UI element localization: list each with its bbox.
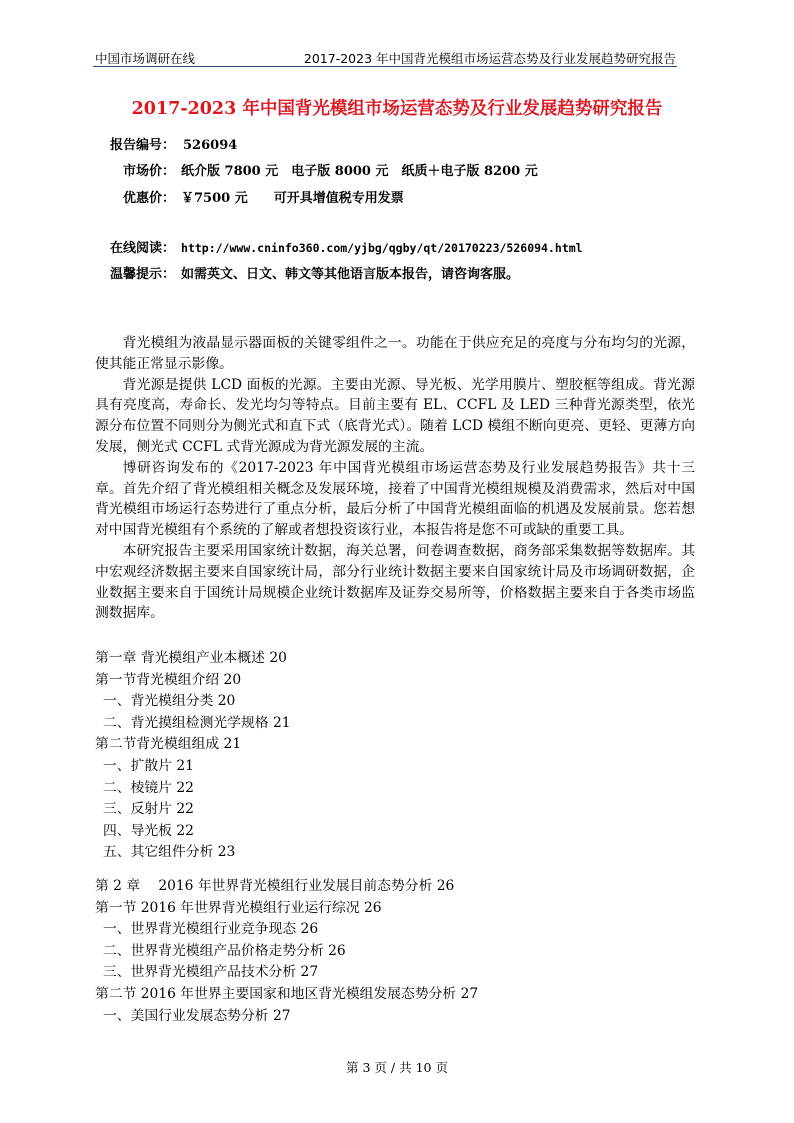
paragraph: 博研咨询发布的《2017-2023 年中国背光模组市场运营态势及行业发展趋势报告》共十三章。首先介绍了背光模组相关概念及发展环境，接着了中国背光模组规模及消费需求，然后对中国背光模组市场运行态势进行了重点分析，最后分析了中国背光模组面临的机遇及发展前景。您若想对中国背光模组有个系统的了解或者想投资该行业，本报告将是您不可或缺的重要工具。 [95,459,695,539]
paragraph: 背光源是提供 LCD 面板的光源。主要由光源、导光板、光学用膜片、塑胶框等组成。背光源具有亮度高，寿命长、发光均匀等特点。目前主要有 EL、CCFL 及 LED 三种背光源类型，依光源分布位置不同则分为侧光式和直下式（底背光式）。随着 LCD 模组不断向更亮、更轻、更薄方向发展，侧光式 CCFL 式背光源成为背光源发展的主流。 [95,376,695,455]
toc-entry: 一、扩散片 21 [103,757,194,774]
paragraph: 背光模组为液晶显示器面板的关键零组件之一。功能在于供应充足的亮度与分布均匀的光源， 使其能正常显示影像。 [95,335,695,372]
online-reading-row [110,237,583,256]
toc-entry: 三、反射片 22 [103,801,194,818]
body-text [95,333,695,624]
header-site-name: 中国市场调研在线 [95,51,196,66]
online-reading-label: 在线阅读： [110,241,176,256]
price-value: 纸介版 7800 元 电子版 8000 元 纸质＋电子版 8200 元 [181,164,538,179]
price-label: 市场价： [123,164,176,179]
toc-entry: 第 2 章 2016 年世界背光模组行业发展目前态势分析 26 [95,878,455,894]
toc-chapter-1 [95,648,695,864]
tip-row [110,263,519,282]
toc-entry: 一、美国行业发展态势分析 27 [103,1007,291,1024]
toc-entry: 二、世界背光模组产品价格走势分析 26 [103,942,346,959]
tip-label: 温馨提示： [110,267,176,282]
toc-entry: 第一章 背光模组产业本概述 20 [95,650,287,666]
toc-entry: 第二节背光模组组成 21 [95,736,242,753]
report-number-value: 526094 [183,138,238,153]
document-title: 2017-2023 年中国背光模组市场运营态势及行业发展趋势研究报告 [131,99,663,119]
toc-chapter-2 [95,876,695,1027]
toc-entry: 二、棱镜片 22 [103,779,194,796]
toc-entry: 四、导光板 22 [103,822,194,839]
header-divider [93,66,677,67]
toc-entry: 三、世界背光模组产品技术分析 27 [103,964,319,981]
toc-entry: 一、世界背光模组行业竞争现态 26 [103,921,319,938]
discount-label: 优惠价： [123,191,176,206]
toc-entry: 一、背光模组分类 20 [103,693,236,710]
toc-entry: 二、背光摸组检测光学规格 21 [103,714,291,731]
report-number-row [110,134,237,153]
paragraph: 本研究报告主要采用国家统计数据，海关总署，问卷调查数据，商务部采集数据等数据库。其中宏观经济数据主要来自国家统计局，部分行业统计数据主要来自国家统计局及市场调研数据，企业数据主要来自于国统计局规模企业统计数据库及证券交易所等，价格数据主要来自于各类市场监测数据库。 [95,542,695,622]
toc-entry: 第一节背光模组介绍 20 [95,671,242,688]
page-number: 第 3 页 / 共 10 页 [346,1060,448,1075]
online-reading-link[interactable]: http://www.cninfo360.com/yjbg/qgby/qt/20170223/526094.html [181,241,583,255]
tip-value: 如需英文、日文、韩文等其他语言版本报告，请咨询客服。 [181,267,520,282]
header-report-title: 2017-2023 年中国背光模组市场运营态势及行业发展趋势研究报告 [303,51,676,66]
toc-entry: 第一节 2016 年世界背光模组行业运行综况 26 [95,899,382,916]
price-row [123,160,538,179]
discount-row [123,187,404,206]
toc-entry: 第二节 2016 年世界主要国家和地区背光模组发展态势分析 27 [95,985,479,1002]
discount-value: ￥7500 元 可开具增值税专用发票 [181,191,404,206]
toc-entry: 五、其它组件分析 23 [103,844,236,861]
report-number-label: 报告编号： [110,138,176,153]
